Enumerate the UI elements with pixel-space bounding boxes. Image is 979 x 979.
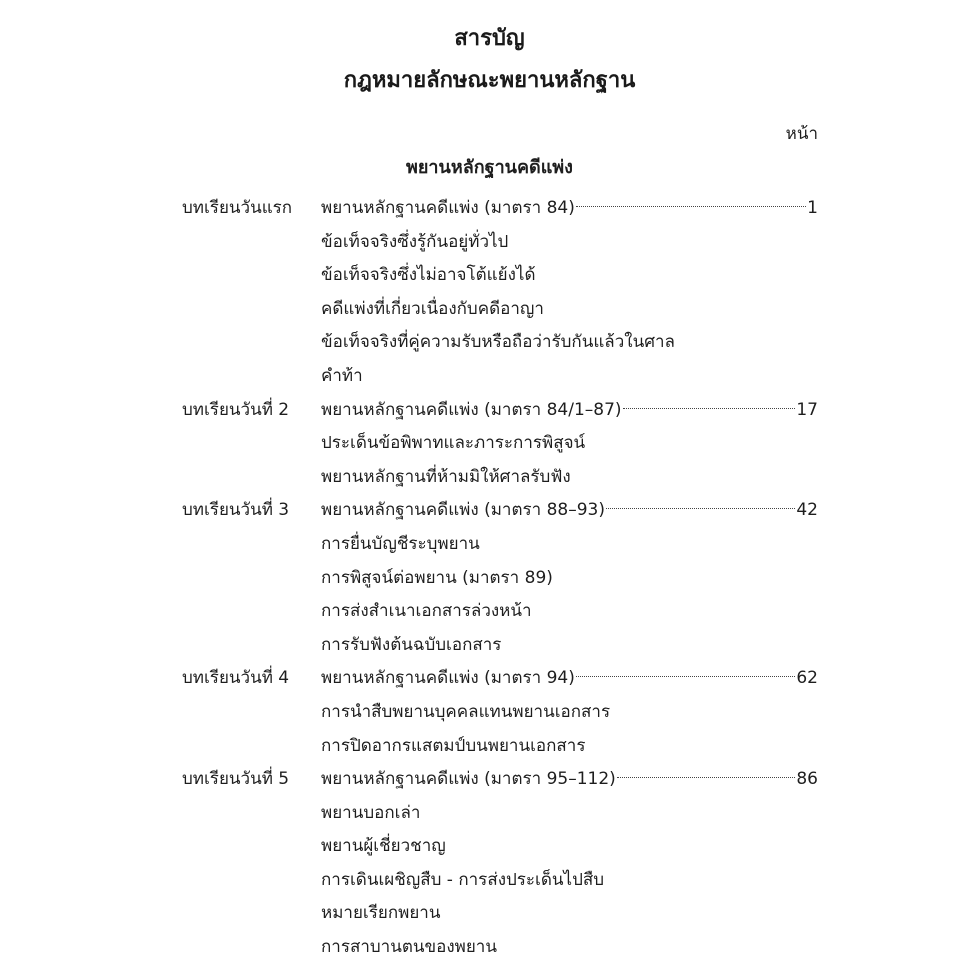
toc-entry [321, 562, 818, 596]
dot-leader [576, 206, 806, 207]
toc-entry [321, 528, 818, 562]
toc-row [182, 360, 818, 394]
toc-row [182, 226, 818, 260]
entry-title: พยานหลักฐานคดีแพ่ง (มาตรา 84/1–87) [321, 399, 622, 420]
entry-title: การยื่นบัญชีระบุพยาน [321, 533, 480, 554]
page-number: 17 [796, 399, 818, 420]
page-title: สารบัญ [454, 26, 525, 51]
toc-row [182, 931, 818, 965]
page-number: 42 [796, 500, 818, 521]
toc-entry [321, 293, 818, 327]
toc-entry [321, 830, 818, 864]
dot-leader [576, 676, 796, 677]
page-number: 1 [807, 198, 818, 218]
toc-entry [321, 360, 818, 394]
toc-row [182, 528, 818, 562]
toc-entry [321, 494, 818, 528]
entry-title: พยานบอกเล่า [321, 802, 421, 823]
page-number: 62 [796, 668, 818, 689]
page-column-label: หน้า [785, 124, 818, 144]
entry-title: การสาบานตนของพยาน [321, 937, 497, 958]
toc-entry [321, 629, 818, 663]
entry-title: การรับฟังต้นฉบับเอกสาร [321, 634, 502, 655]
entry-title: ประเด็นข้อพิพาทและภาระการพิสูจน์ [321, 433, 586, 454]
dot-leader [606, 508, 795, 509]
toc-entry [321, 864, 818, 898]
dot-leader [617, 777, 796, 778]
toc-row [182, 427, 818, 461]
entry-title: หมายเรียกพยาน [321, 903, 441, 924]
lesson-label: บทเรียนวันแรก [182, 198, 293, 218]
entry-title: การนำสืบพยานบุคคลแทนพยานเอกสาร [321, 701, 611, 722]
toc-row [182, 293, 818, 327]
toc-row [182, 629, 818, 663]
toc-row [182, 662, 818, 696]
toc-entry [321, 326, 818, 360]
toc-row [182, 326, 818, 360]
toc-entry [321, 461, 818, 495]
entry-title: การส่งสำเนาเอกสารล่วงหน้า [321, 601, 532, 622]
entry-title: การเดินเผชิญสืบ - การส่งประเด็นไปสืบ [321, 869, 605, 890]
toc-entry [321, 897, 818, 931]
toc-entry [321, 730, 818, 764]
dot-leader [623, 408, 796, 409]
entry-title: คดีแพ่งที่เกี่ยวเนื่องกับคดีอาญา [321, 298, 544, 319]
toc-row [182, 730, 818, 764]
toc-entry [321, 259, 818, 293]
toc-row [182, 562, 818, 596]
toc-row [182, 595, 818, 629]
toc-entry [321, 595, 818, 629]
entry-title: การพิสูจน์ต่อพยาน (มาตรา 89) [321, 567, 553, 588]
toc-row [182, 830, 818, 864]
section-title: พยานหลักฐานคดีแพ่ง [406, 157, 573, 178]
page-subtitle: กฎหมายลักษณะพยานหลักฐาน [343, 68, 636, 93]
lesson-label: บทเรียนวันที่ 3 [182, 500, 290, 521]
entry-title: การปิดอากรแสตมป์บนพยานเอกสาร [321, 735, 586, 756]
entry-title: คำท้า [321, 365, 363, 386]
toc-row [182, 461, 818, 495]
toc-row [182, 797, 818, 831]
lesson-label: บทเรียนวันที่ 4 [182, 668, 290, 689]
toc-entry [321, 394, 818, 428]
toc-row [182, 897, 818, 931]
toc-list [182, 192, 818, 965]
entry-title: พยานหลักฐานคดีแพ่ง (มาตรา 94) [321, 668, 575, 689]
toc-row [182, 494, 818, 528]
toc-entry [321, 797, 818, 831]
toc-entry [321, 763, 818, 797]
toc-row [182, 394, 818, 428]
toc-row [182, 259, 818, 293]
entry-title: ข้อเท็จจริงที่คู่ความรับหรือถือว่ารับกันแล้วในศาล [321, 332, 675, 353]
entry-title: พยานผู้เชี่ยวชาญ [321, 836, 446, 857]
toc-entry [321, 427, 818, 461]
toc-entry [321, 696, 818, 730]
lesson-label: บทเรียนวันที่ 5 [182, 769, 290, 790]
entry-title: ข้อเท็จจริงซึ่งรู้กันอยู่ทั่วไป [321, 231, 509, 252]
entry-title: พยานหลักฐานคดีแพ่ง (มาตรา 95–112) [321, 769, 616, 790]
toc-entry [321, 226, 818, 260]
toc-row [182, 864, 818, 898]
toc-row [182, 192, 818, 226]
toc-row [182, 696, 818, 730]
toc-row [182, 763, 818, 797]
entry-title: ข้อเท็จจริงซึ่งไม่อาจโต้แย้งได้ [321, 265, 536, 286]
entry-title: พยานหลักฐานคดีแพ่ง (มาตรา 84) [321, 198, 575, 218]
toc-entry [321, 192, 818, 226]
entry-title: พยานหลักฐานคดีแพ่ง (มาตรา 88–93) [321, 500, 605, 521]
lesson-label: บทเรียนวันที่ 2 [182, 399, 290, 420]
page-number: 86 [796, 769, 818, 790]
toc-entry [321, 662, 818, 696]
entry-title: พยานหลักฐานที่ห้ามมิให้ศาลรับฟัง [321, 466, 571, 487]
toc-entry [321, 931, 818, 965]
